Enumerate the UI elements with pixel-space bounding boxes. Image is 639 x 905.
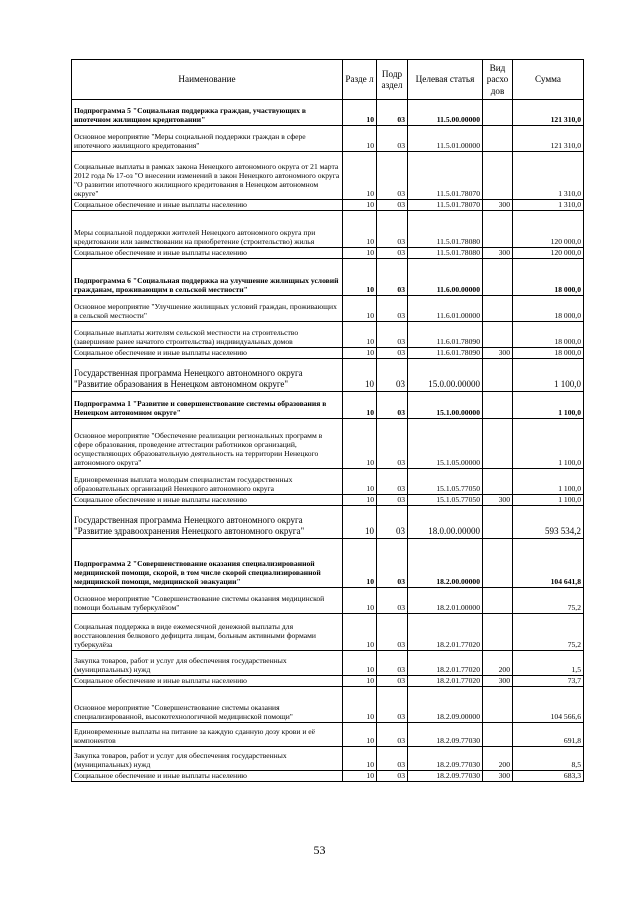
row-section: 10 <box>343 771 377 782</box>
table-row <box>72 676 584 687</box>
row-expense-type: 200 <box>483 651 513 676</box>
row-sum: 104 641,8 <box>513 539 584 588</box>
row-target-article: 18.2.01.77020 <box>408 614 483 651</box>
row-name: Основное мероприятие "Совершенствование системы оказания медицинской помощи больным туберкулёзом" <box>72 588 343 614</box>
budget-table <box>71 59 584 782</box>
row-subsection: 03 <box>377 322 408 348</box>
row-target-article: 18.2.09.00000 <box>408 687 483 723</box>
row-sum: 8,5 <box>513 747 584 771</box>
row-section: 10 <box>343 392 377 419</box>
row-subsection: 03 <box>377 469 408 495</box>
row-sum: 1 100,0 <box>513 392 584 419</box>
row-name: Единовременные выплаты на питание за каждую сданную дозу крови и её компонентов <box>72 723 343 747</box>
row-target-article: 18.2.09.77030 <box>408 747 483 771</box>
row-sum: 1 100,0 <box>513 359 584 392</box>
row-name: Единовременная выплата молодым специалистам государственных образовательных организаций Ненецкого автономного округа <box>72 469 343 495</box>
row-target-article: 18.2.09.77030 <box>408 723 483 747</box>
row-name: Социальная поддержка в виде ежемесячной денежной выплаты для восстановления белкового дефицита лицам, больным активными формами туберкулёза <box>72 614 343 651</box>
row-section: 10 <box>343 419 377 469</box>
row-subsection: 03 <box>377 676 408 687</box>
row-target-article: 11.6.01.78090 <box>408 348 483 359</box>
row-expense-type <box>483 588 513 614</box>
row-sum: 1 310,0 <box>513 152 584 200</box>
row-expense-type <box>483 126 513 152</box>
row-subsection: 03 <box>377 248 408 259</box>
row-expense-type <box>483 322 513 348</box>
row-section: 10 <box>343 614 377 651</box>
row-subsection: 03 <box>377 651 408 676</box>
row-target-article: 18.0.00.00000 <box>408 506 483 539</box>
row-section: 10 <box>343 211 377 248</box>
row-target-article: 11.6.00.00000 <box>408 259 483 296</box>
row-target-article: 18.2.09.77030 <box>408 771 483 782</box>
table-row <box>72 392 584 419</box>
row-subsection: 03 <box>377 747 408 771</box>
row-subsection: 03 <box>377 152 408 200</box>
row-subsection: 03 <box>377 506 408 539</box>
row-sum: 120 000,0 <box>513 211 584 248</box>
row-name: Основное мероприятие "Меры социальной поддержки граждан в сфере ипотечного жилищного кредитования" <box>72 126 343 152</box>
table-row <box>72 723 584 747</box>
row-sum: 1,5 <box>513 651 584 676</box>
row-subsection: 03 <box>377 614 408 651</box>
row-subsection: 03 <box>377 296 408 322</box>
table-row <box>72 588 584 614</box>
row-section: 10 <box>343 348 377 359</box>
header-section: Разде л <box>343 60 377 100</box>
table-row <box>72 296 584 322</box>
row-expense-type: 300 <box>483 248 513 259</box>
row-expense-type: 300 <box>483 200 513 211</box>
row-target-article: 15.1.05.77050 <box>408 469 483 495</box>
row-subsection: 03 <box>377 126 408 152</box>
row-expense-type <box>483 723 513 747</box>
row-expense-type: 300 <box>483 495 513 506</box>
table-row <box>72 211 584 248</box>
row-name: Социальные выплаты в рамках закона Ненецкого автономного округа от 21 марта 2012 года № 17-оз "О внесении изменений в закон Ненецкого автономного округа "О развитии ипотечного жилищного кредитования в Ненецком автономном округе" <box>72 152 343 200</box>
row-sum: 75,2 <box>513 588 584 614</box>
row-section: 10 <box>343 495 377 506</box>
row-section: 10 <box>343 723 377 747</box>
row-name: Подпрограмма 1 "Развитие и совершенствование системы образования в Ненецком автономном округе" <box>72 392 343 419</box>
row-name: Подпрограмма 2 "Совершенствование оказания специализированной медицинской помощи, скорой, в том числе скорой специализированной медицинской помощи, медицинской эвакуации" <box>72 539 343 588</box>
row-name: Социальное обеспечение и иные выплаты населению <box>72 248 343 259</box>
table-row <box>72 100 584 126</box>
row-name: Подпрограмма 5 "Социальная поддержка граждан, участвующих в ипотечном жилищном кредитовании" <box>72 100 343 126</box>
row-name: Социальное обеспечение и иные выплаты населению <box>72 676 343 687</box>
header-sum: Сумма <box>513 60 584 100</box>
row-sum: 75,2 <box>513 614 584 651</box>
row-target-article: 15.1.05.00000 <box>408 419 483 469</box>
row-subsection: 03 <box>377 200 408 211</box>
row-target-article: 18.2.01.77020 <box>408 676 483 687</box>
header-subsection: Подр аздел <box>377 60 408 100</box>
row-section: 10 <box>343 747 377 771</box>
row-subsection: 03 <box>377 392 408 419</box>
row-subsection: 03 <box>377 211 408 248</box>
table-row <box>72 651 584 676</box>
row-subsection: 03 <box>377 539 408 588</box>
row-name: Основное мероприятие "Совершенствование системы оказания специализированной, высокотехнологичной медицинской помощи" <box>72 687 343 723</box>
header-expense-type: Вид расхо дов <box>483 60 513 100</box>
table-row <box>72 322 584 348</box>
row-name: Социальное обеспечение и иные выплаты населению <box>72 200 343 211</box>
row-expense-type <box>483 539 513 588</box>
row-section: 10 <box>343 469 377 495</box>
row-target-article: 11.5.01.78080 <box>408 211 483 248</box>
row-target-article: 11.5.01.78070 <box>408 152 483 200</box>
row-section: 10 <box>343 152 377 200</box>
row-expense-type <box>483 296 513 322</box>
row-target-article: 15.1.00.00000 <box>408 392 483 419</box>
row-expense-type: 300 <box>483 348 513 359</box>
row-name: Закупка товаров, работ и услуг для обеспечения государственных (муниципальных) нужд <box>72 747 343 771</box>
row-target-article: 11.5.00.00000 <box>408 100 483 126</box>
row-sum: 121 310,0 <box>513 100 584 126</box>
row-sum: 691,8 <box>513 723 584 747</box>
row-expense-type: 200 <box>483 747 513 771</box>
row-subsection: 03 <box>377 588 408 614</box>
row-section: 10 <box>343 588 377 614</box>
row-sum: 18 000,0 <box>513 296 584 322</box>
table-row <box>72 152 584 200</box>
row-expense-type: 300 <box>483 771 513 782</box>
row-expense-type <box>483 419 513 469</box>
row-sum: 18 000,0 <box>513 259 584 296</box>
table-row <box>72 359 584 392</box>
header-target-article: Целевая статья <box>408 60 483 100</box>
table-row <box>72 506 584 539</box>
row-sum: 593 534,2 <box>513 506 584 539</box>
row-subsection: 03 <box>377 359 408 392</box>
row-sum: 121 310,0 <box>513 126 584 152</box>
row-target-article: 11.6.01.78090 <box>408 322 483 348</box>
row-sum: 18 000,0 <box>513 348 584 359</box>
table-row <box>72 469 584 495</box>
row-target-article: 15.0.00.00000 <box>408 359 483 392</box>
header-name: Наименование <box>72 60 343 100</box>
row-expense-type <box>483 211 513 248</box>
row-subsection: 03 <box>377 771 408 782</box>
row-target-article: 18.2.01.77020 <box>408 651 483 676</box>
table-row <box>72 259 584 296</box>
row-section: 10 <box>343 100 377 126</box>
row-expense-type <box>483 392 513 419</box>
row-name: Основное мероприятие "Обеспечение реализации региональных программ в сфере образования, проведение аттестации работников организаций, осуществляющих образовательную деятельность на территории Ненецкого автономного округа" <box>72 419 343 469</box>
row-expense-type <box>483 100 513 126</box>
table-row <box>72 248 584 259</box>
row-name: Социальные выплаты жителям сельской местности на строительство (завершение ранее начатого строительства) индивидуальных домов <box>72 322 343 348</box>
row-section: 10 <box>343 248 377 259</box>
row-target-article: 11.6.01.00000 <box>408 296 483 322</box>
row-sum: 120 000,0 <box>513 248 584 259</box>
row-target-article: 11.5.01.78070 <box>408 200 483 211</box>
row-expense-type <box>483 359 513 392</box>
row-name: Социальное обеспечение и иные выплаты населению <box>72 771 343 782</box>
row-name: Государственная программа Ненецкого автономного округа "Развитие здравоохранения Ненецкого автономного округа" <box>72 506 343 539</box>
table-row <box>72 200 584 211</box>
row-sum: 18 000,0 <box>513 322 584 348</box>
row-name: Подпрограмма 6 "Социальная поддержка на улучшение жилищных условий гражданам, проживающим в сельской местности" <box>72 259 343 296</box>
row-name: Социальное обеспечение и иные выплаты населению <box>72 495 343 506</box>
row-sum: 1 100,0 <box>513 419 584 469</box>
row-sum: 104 566,6 <box>513 687 584 723</box>
row-expense-type <box>483 152 513 200</box>
table-row <box>72 495 584 506</box>
table-row <box>72 687 584 723</box>
row-sum: 683,3 <box>513 771 584 782</box>
row-name: Социальное обеспечение и иные выплаты населению <box>72 348 343 359</box>
row-subsection: 03 <box>377 495 408 506</box>
row-subsection: 03 <box>377 419 408 469</box>
table-row <box>72 126 584 152</box>
row-section: 10 <box>343 259 377 296</box>
page-number: 53 <box>313 843 326 857</box>
row-expense-type: 300 <box>483 676 513 687</box>
row-section: 10 <box>343 539 377 588</box>
row-subsection: 03 <box>377 687 408 723</box>
table-row <box>72 419 584 469</box>
row-target-article: 11.5.01.00000 <box>408 126 483 152</box>
row-sum: 1 100,0 <box>513 469 584 495</box>
table-row <box>72 771 584 782</box>
row-section: 10 <box>343 296 377 322</box>
row-name: Государственная программа Ненецкого автономного округа "Развитие образования в Ненецком автономном округе" <box>72 359 343 392</box>
row-target-article: 11.5.01.78080 <box>408 248 483 259</box>
row-expense-type <box>483 469 513 495</box>
row-section: 10 <box>343 359 377 392</box>
row-subsection: 03 <box>377 723 408 747</box>
row-section: 10 <box>343 322 377 348</box>
table-row <box>72 747 584 771</box>
row-sum: 73,7 <box>513 676 584 687</box>
table-body <box>72 100 584 782</box>
row-expense-type <box>483 687 513 723</box>
row-section: 10 <box>343 506 377 539</box>
row-target-article: 15.1.05.77050 <box>408 495 483 506</box>
row-name: Основное мероприятие "Улучшение жилищных условий граждан, проживающих в сельской местности" <box>72 296 343 322</box>
row-section: 10 <box>343 200 377 211</box>
row-name: Закупка товаров, работ и услуг для обеспечения государственных (муниципальных) нужд <box>72 651 343 676</box>
row-expense-type <box>483 259 513 296</box>
table-row <box>72 614 584 651</box>
row-section: 10 <box>343 687 377 723</box>
row-subsection: 03 <box>377 100 408 126</box>
table-header-row <box>72 60 584 100</box>
row-subsection: 03 <box>377 348 408 359</box>
row-target-article: 18.2.00.00000 <box>408 539 483 588</box>
row-name: Меры социальной поддержки жителей Ненецкого автономного округа при кредитовании или заимствовании на приобретение (строительство) жилья <box>72 211 343 248</box>
row-expense-type <box>483 506 513 539</box>
row-section: 10 <box>343 126 377 152</box>
row-target-article: 18.2.01.00000 <box>408 588 483 614</box>
row-section: 10 <box>343 676 377 687</box>
table-row <box>72 539 584 588</box>
row-section: 10 <box>343 651 377 676</box>
row-expense-type <box>483 614 513 651</box>
row-sum: 1 100,0 <box>513 495 584 506</box>
row-subsection: 03 <box>377 259 408 296</box>
table-row <box>72 348 584 359</box>
row-sum: 1 310,0 <box>513 200 584 211</box>
